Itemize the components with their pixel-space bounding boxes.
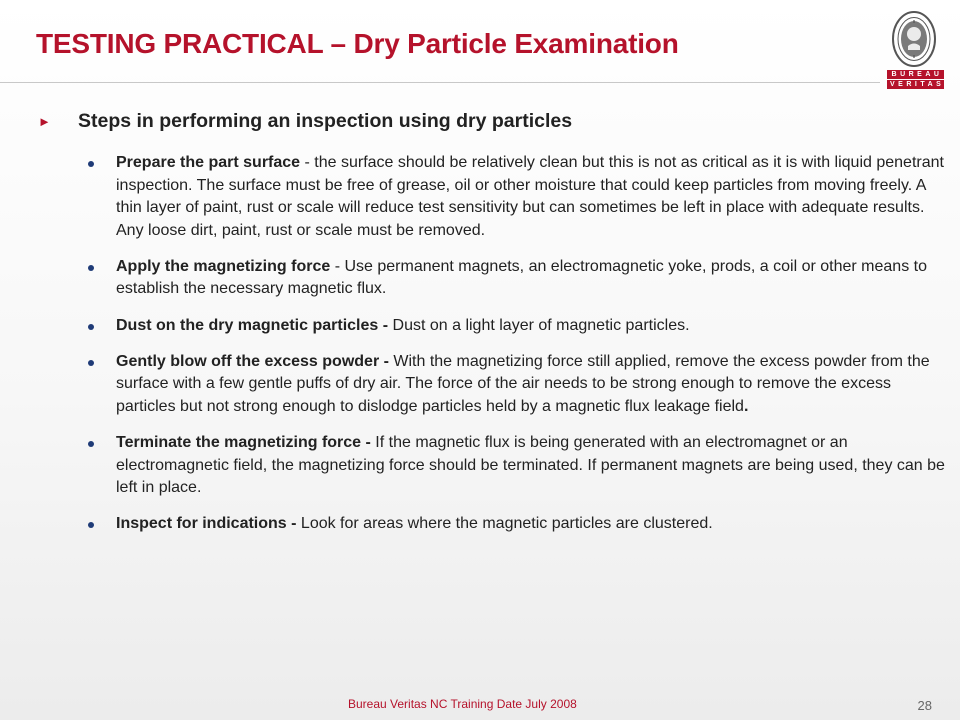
slide-title: TESTING PRACTICAL – Dry Particle Examination	[36, 28, 679, 59]
page-number: 28	[917, 698, 932, 713]
title-divider	[0, 82, 880, 83]
company-logo	[884, 10, 944, 92]
steps-list	[36, 152, 945, 536]
section-heading	[36, 110, 936, 133]
step-title: Inspect for indications -	[116, 515, 297, 533]
list-item	[36, 432, 946, 500]
step-title: Terminate the magnetizing force -	[116, 433, 371, 451]
step-title: Prepare the part surface	[116, 154, 301, 171]
slide-body	[36, 110, 945, 549]
dot-bullet-icon	[88, 161, 94, 167]
list-item	[36, 256, 946, 301]
logo-text-veritas: VERITAS	[887, 80, 944, 89]
step-text: Dust on a light layer of magnetic particles.	[388, 316, 690, 334]
step-text: If the magnetic flux is being generated with an electromagnet or an electromagnetic field, the magnetizing force should be terminated. If permanent magnets are being used, they can be left in place.	[116, 433, 945, 497]
step-text: Look for areas where the magnetic particles are clustered.	[296, 515, 713, 533]
logo-text-bureau: BUREAU	[887, 70, 944, 79]
step-title: Gently blow off the excess powder -	[116, 352, 389, 370]
step-text: - the surface should be relatively clean but this is not as critical as it is with liquid penetrant inspection. The surface must be free of grease, oil or other moisture that could keep particles from moving freely. A thin layer of paint, rust or scale will reduce test sensitivity but can sometimes be left in place with adequate results. Any loose dirt, paint, rust or scale must be removed.	[116, 154, 944, 239]
step-title: Dust on the dry magnetic particles -	[116, 316, 389, 334]
dot-bullet-icon	[88, 265, 94, 271]
bureau-veritas-seal-icon	[890, 10, 938, 68]
triangle-bullet-icon: ►	[38, 114, 51, 129]
list-item	[36, 351, 946, 419]
dot-bullet-icon	[88, 522, 94, 528]
list-item	[36, 315, 946, 338]
list-item	[36, 513, 946, 536]
list-item	[36, 152, 946, 242]
section-heading-text: Steps in performing an inspection using dry particles	[78, 110, 573, 132]
step-text-tail: .	[743, 397, 749, 415]
footer-text: Bureau Veritas NC Training Date July 2008	[348, 697, 577, 711]
dot-bullet-icon	[88, 324, 94, 330]
dot-bullet-icon	[88, 441, 94, 447]
step-text: With the magnetizing force still applied, remove the excess powder from the surface with a few gentle puffs of dry air. The force of the air needs to be strong enough to remove the excess particles but not strong enough to dislodge particles held by a magnetic flux leakage field	[116, 352, 930, 415]
dot-bullet-icon	[88, 360, 94, 366]
step-title: Apply the magnetizing force	[116, 257, 331, 275]
step-text: - Use permanent magnets, an electromagnetic yoke, prods, a coil or other means to establish the necessary magnetic flux.	[116, 257, 927, 298]
